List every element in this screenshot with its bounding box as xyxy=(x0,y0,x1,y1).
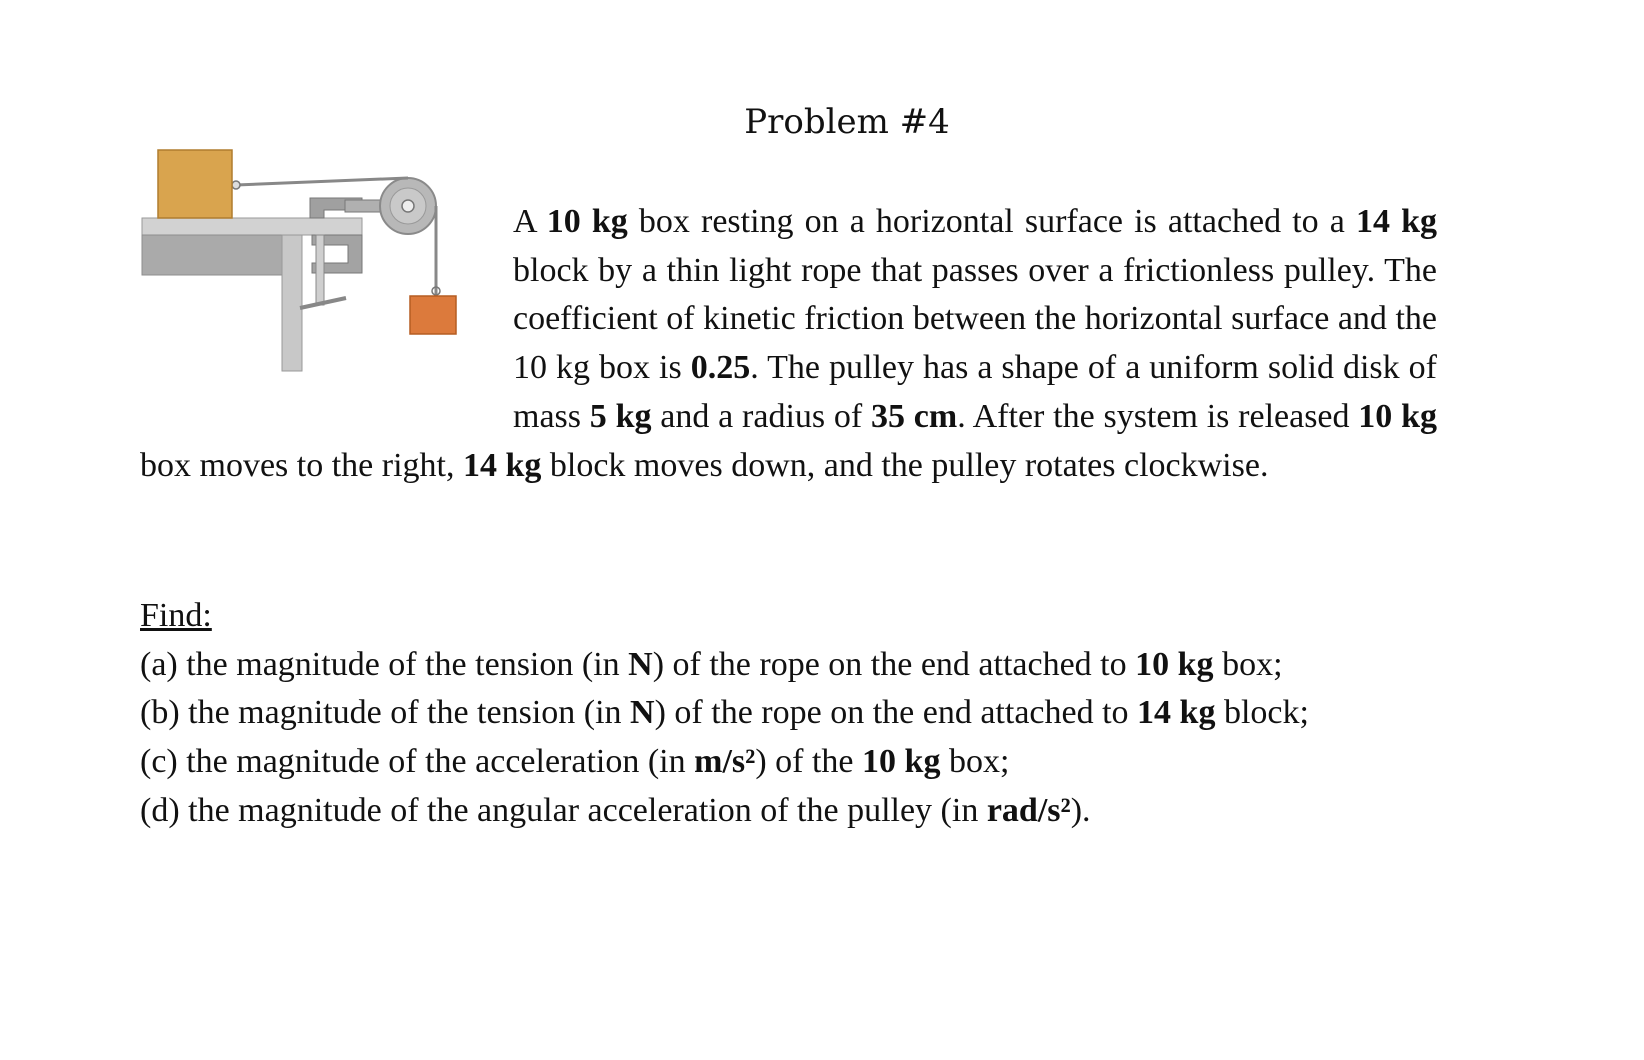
question-d: (d) the magnitude of the angular acceleration of the pulley (in rad/s²). xyxy=(140,791,1091,829)
mass-block: 14 kg xyxy=(1355,203,1437,240)
question-c: (c) the magnitude of the acceleration (in m/s²) of the 10 kg box; xyxy=(140,743,1010,781)
rope-horizontal xyxy=(236,178,408,185)
problem-statement: A 10 kg box resting on a horizontal surface is attached to a 14 kg block by a thin light rope that passes over a frictionless pulley. The coefficient of kinetic friction between the horizontal surface and the 10 kg box is 0.25. The pulley has a shape of a uniform solid disk of mass 5 kg and a radius of 35 cm. After the system is released 10 kg box moves to the right, 14 kg block moves down, and the pulley rotates clockwise. xyxy=(140,203,1437,484)
problem-title: Problem #4 xyxy=(744,102,950,142)
find-heading: Find: xyxy=(140,597,212,634)
friction-coefficient: 0.25 xyxy=(690,349,751,387)
question-a: (a) the magnitude of the tension (in N) of the rope on the end attached to 10 kg box; xyxy=(140,645,1283,683)
find-section xyxy=(140,592,1450,836)
pulley-mass: 5 kg xyxy=(589,397,652,435)
question-b: (b) the magnitude of the tension (in N) of the rope on the end attached to 14 kg block; xyxy=(140,694,1309,732)
pulley-radius: 35 cm xyxy=(871,397,958,435)
mass-box: 10 kg xyxy=(546,203,628,240)
